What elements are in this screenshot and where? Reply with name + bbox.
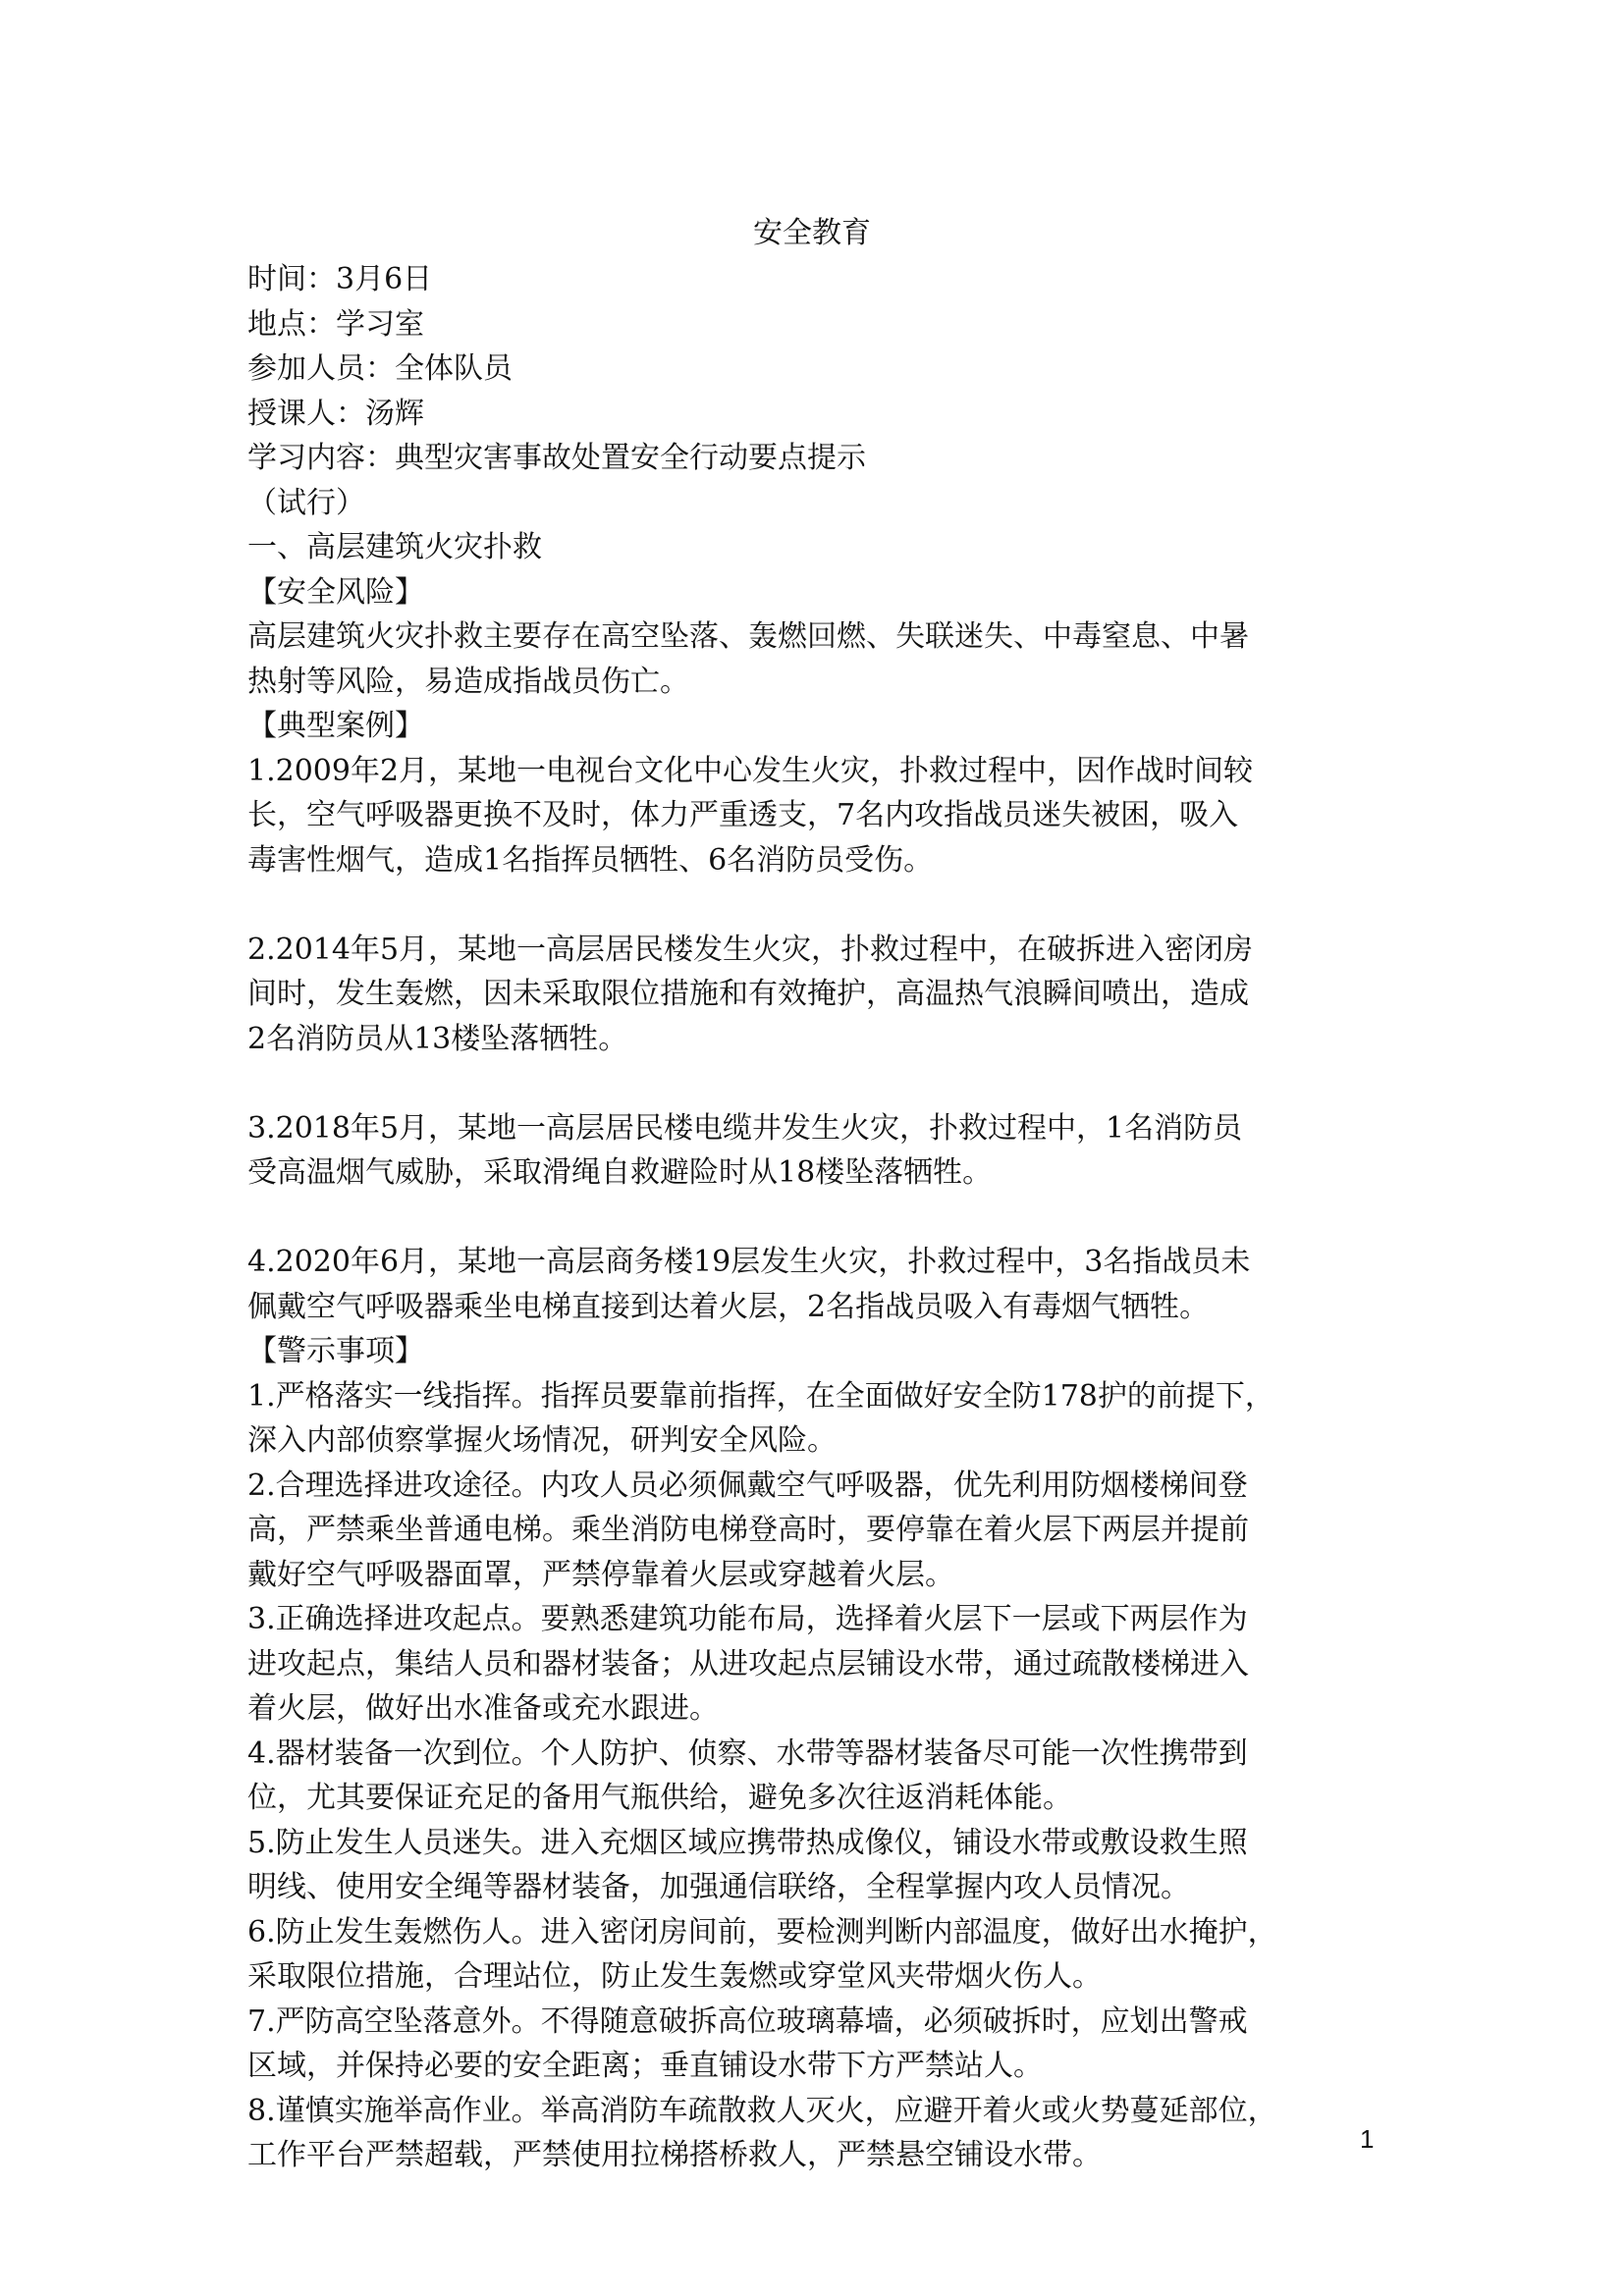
warnings-heading: 【警示事项】 xyxy=(247,1334,424,1368)
warning-2-line: 戴好空气呼吸器面罩，严禁停靠着火层或穿越着火层。 xyxy=(247,1557,954,1592)
meta-trial: （试行） xyxy=(247,485,365,520)
case-2-line: 间时，发生轰燃，因未采取限位措施和有效掩护，高温热气浪瞬间喷出，造成 xyxy=(247,977,1249,1011)
meta-place: 地点：学习室 xyxy=(247,306,424,342)
blank-line xyxy=(247,882,1377,928)
risk-text-line: 高层建筑火灾扑救主要存在高空坠落、轰燃回燃、失联迷失、中毒窒息、中暑 xyxy=(247,619,1249,654)
meta-content: 学习内容：典型灾害事故处置安全行动要点提示 xyxy=(247,441,866,475)
warning-3-line: 进攻起点，集结人员和器材装备；从进攻起点层铺设水带，通过疏散楼梯进入 xyxy=(247,1646,1249,1682)
warning-3-line: 着火层，做好出水准备或充水跟进。 xyxy=(247,1691,719,1726)
warning-6-line: 采取限位措施，合理站位，防止发生轰燃或穿堂风夹带烟火伤人。 xyxy=(247,1959,1102,1994)
warning-1-line: 深入内部侦察掌握火场情况，研判安全风险。 xyxy=(247,1423,837,1458)
warning-6-line: 6.防止发生轰燃伤人。进入密闭房间前，要检测判断内部温度，做好出水掩护， xyxy=(247,1914,1277,1949)
case-2-line: 2.2014年5月，某地一高层居民楼发生火灾，扑救过程中，在破拆进入密闭房 xyxy=(247,932,1254,967)
warning-8-line: 8.谨慎实施举高作业。举高消防车疏散救人灭火，应避开着火或火势蔓延部位， xyxy=(247,2093,1277,2128)
meta-time: 时间：3月6日 xyxy=(247,262,433,296)
case-1-line: 毒害性烟气，造成1名指挥员牺牲、6名消防员受伤。 xyxy=(247,842,934,878)
page-number: 1 xyxy=(1360,2124,1375,2154)
warning-2-line: 高，严禁乘坐普通电梯。乘坐消防电梯登高时，要停靠在着火层下两层并提前 xyxy=(247,1513,1249,1547)
warning-3-line: 3.正确选择进攻起点。要熟悉建筑功能布局，选择着火层下一层或下两层作为 xyxy=(247,1602,1248,1636)
meta-instructor: 授课人：汤辉 xyxy=(247,396,424,431)
warning-5-line: 明线、使用安全绳等器材装备，加强通信联络，全程掌握内攻人员情况。 xyxy=(247,1870,1190,1904)
warning-7-line: 7.严防高空坠落意外。不得随意破拆高位玻璃幕墙，必须破拆时，应划出警戒 xyxy=(247,2003,1248,2039)
case-3-line: 受高温烟气威胁，采取滑绳自救避险时从18楼坠落牺牲。 xyxy=(247,1155,993,1190)
case-3-line: 3.2018年5月，某地一高层居民楼电缆井发生火灾，扑救过程中，1名消防员 xyxy=(247,1110,1243,1146)
meta-participants: 参加人员：全体队员 xyxy=(247,351,513,386)
warning-1-line: 1.严格落实一线指挥。指挥员要靠前指挥，在全面做好安全防178护的前提下， xyxy=(247,1378,1274,1414)
warning-2-line: 2.合理选择进攻途径。内攻人员必须佩戴空气呼吸器，优先利用防烟楼梯间登 xyxy=(247,1468,1248,1503)
warning-7-line: 区域，并保持必要的安全距离；垂直铺设水带下方严禁站人。 xyxy=(247,2049,1043,2083)
warning-4-line: 4.器材装备一次到位。个人防护、侦察、水带等器材装备尽可能一次性携带到 xyxy=(247,1735,1248,1771)
warning-4-line: 位，尤其要保证充足的备用气瓶供给，避免多次往返消耗体能。 xyxy=(247,1781,1072,1815)
case-2-line: 2名消防员从13楼坠落牺牲。 xyxy=(247,1021,628,1056)
case-4-line: 佩戴空气呼吸器乘坐电梯直接到达着火层，2名指战员吸入有毒烟气牺牲。 xyxy=(247,1289,1210,1324)
risk-heading: 【安全风险】 xyxy=(247,574,424,610)
blank-line xyxy=(247,1196,1377,1241)
case-1-line: 长，空气呼吸器更换不及时，体力严重透支，7名内攻指战员迷失被困，吸入 xyxy=(247,798,1239,832)
document-body xyxy=(247,257,1377,2178)
document-title: 安全教育 xyxy=(753,216,871,250)
warning-5-line: 5.防止发生人员迷失。进入充烟区域应携带热成像仪，铺设水带或敷设救生照 xyxy=(247,1825,1248,1860)
case-1-line: 1.2009年2月，某地一电视台文化中心发生火灾，扑救过程中，因作战时间较 xyxy=(247,753,1254,788)
cases-heading: 【典型案例】 xyxy=(247,709,424,743)
risk-text-line: 热射等风险，易造成指战员伤亡。 xyxy=(247,664,689,699)
warning-8-line: 工作平台严禁超载，严禁使用拉梯搭桥救人，严禁悬空铺设水带。 xyxy=(247,2138,1102,2172)
blank-line xyxy=(247,1061,1377,1106)
section-heading: 一、高层建筑火灾扑救 xyxy=(247,530,542,564)
case-4-line: 4.2020年6月，某地一高层商务楼19层发生火灾，扑救过程中，3名指战员未 xyxy=(247,1245,1251,1279)
